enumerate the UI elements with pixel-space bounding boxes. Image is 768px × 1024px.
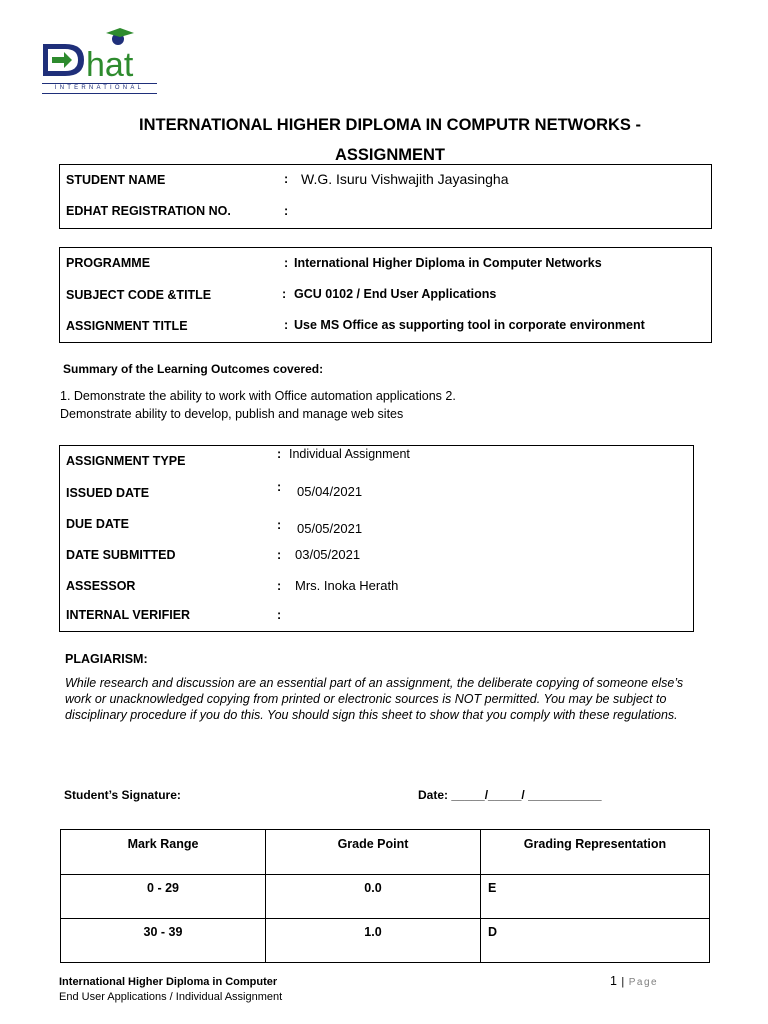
- assessor-value: Mrs. Inoka Herath: [295, 578, 399, 593]
- title-line-1: INTERNATIONAL HIGHER DIPLOMA IN COMPUTR NETWORKS -: [138, 116, 641, 134]
- plagiarism-line-3: disciplinary procedure if you do this. You should sign this sheet to show that you comply with these regulations.: [65, 708, 678, 722]
- due-date-label: DUE DATE: [66, 517, 129, 531]
- grading-representation-cell: D: [481, 919, 710, 963]
- assignment-title-colon: :: [284, 318, 289, 332]
- footer-subject: End User Applications / Individual Assignment: [59, 991, 283, 1003]
- plagiarism-line-2: work or unacknowledged copying from printed or electronic sources is NOT permitted. You may be subject to: [65, 692, 667, 706]
- assignment-type-value: Individual Assignment: [289, 447, 410, 461]
- title-line-2: ASSIGNMENT: [334, 146, 445, 164]
- subject-value: GCU 0102 / End User Applications: [294, 287, 497, 301]
- grading-header-row: [61, 830, 710, 875]
- table-row: [61, 919, 710, 963]
- date-line: Date: _____/_____/ ___________: [418, 788, 602, 802]
- summary-heading: Summary of the Learning Outcomes covered:: [63, 362, 324, 376]
- assignment-type-colon: :: [277, 447, 282, 461]
- issued-date-label: ISSUED DATE: [66, 486, 150, 500]
- mark-range-cell: 30 - 39: [61, 919, 266, 963]
- assignment-title-value: Use MS Office as supporting tool in corporate environment: [294, 318, 645, 332]
- assignment-type-label: ASSIGNMENT TYPE: [66, 454, 186, 468]
- subject-label: SUBJECT CODE &TITLE: [66, 288, 212, 302]
- header-mark-range: Mark Range: [61, 830, 266, 875]
- assessor-colon: :: [277, 579, 282, 593]
- date-submitted-label: DATE SUBMITTED: [66, 548, 176, 562]
- internal-verifier-label: INTERNAL VERIFIER: [66, 608, 191, 622]
- header-grading-representation: Grading Representation: [481, 830, 710, 875]
- header-grade-point: Grade Point: [266, 830, 481, 875]
- edhat-logo-mark: [42, 26, 160, 84]
- page-label: Page: [628, 977, 659, 988]
- student-signature-label: Student’s Signature:: [64, 788, 181, 802]
- plagiarism-text: [65, 675, 705, 723]
- grade-point-cell: 1.0: [266, 919, 481, 963]
- assignment-details-box: [59, 445, 694, 632]
- issued-date-value: 05/04/2021: [297, 484, 363, 499]
- page-title: [60, 110, 720, 170]
- registration-label: EDHAT REGISTRATION NO.: [66, 204, 231, 218]
- programme-label: PROGRAMME: [66, 256, 151, 270]
- page-separator: |: [621, 976, 625, 988]
- plagiarism-heading: PLAGIARISM:: [65, 652, 148, 666]
- grading-table: [60, 829, 710, 963]
- date-submitted-value: 03/05/2021: [295, 547, 361, 562]
- internal-verifier-colon: :: [277, 608, 282, 622]
- due-date-value: 05/05/2021: [297, 521, 363, 536]
- student-name-value: W.G. Isuru Vishwajith Jayasingha: [301, 171, 509, 187]
- page-number: 1: [610, 974, 617, 988]
- assessor-label: ASSESSOR: [66, 579, 136, 593]
- student-box: [59, 164, 712, 229]
- issued-date-colon: :: [277, 480, 282, 494]
- summary-text: [60, 387, 700, 423]
- grade-point-cell: 0.0: [266, 875, 481, 919]
- edhat-logo: [42, 26, 160, 94]
- subject-colon: :: [282, 287, 287, 301]
- summary-line-1: 1. Demonstrate the ability to work with Office automation applications 2.: [60, 389, 456, 403]
- mark-range-cell: 0 - 29: [61, 875, 266, 919]
- svg-text:hat: hat: [86, 46, 134, 84]
- programme-value: International Higher Diploma in Computer Networks: [294, 256, 602, 270]
- programme-colon: :: [284, 256, 289, 270]
- student-name-label: STUDENT NAME: [66, 173, 166, 187]
- date-submitted-colon: :: [277, 548, 282, 562]
- summary-line-2: Demonstrate ability to develop, publish and manage web sites: [60, 407, 404, 421]
- footer-programme: International Higher Diploma in Computer: [59, 976, 278, 988]
- page-indicator: [610, 972, 658, 990]
- programme-box: [59, 247, 712, 343]
- assignment-title-label: ASSIGNMENT TITLE: [66, 319, 188, 333]
- logo-subtitle: INTERNATIONAL: [42, 83, 157, 94]
- registration-colon: :: [284, 204, 289, 218]
- plagiarism-line-1: While research and discussion are an essential part of an assignment, the deliberate copying of someone else’s: [65, 676, 684, 690]
- due-date-colon: :: [277, 518, 282, 532]
- grading-representation-cell: E: [481, 875, 710, 919]
- table-row: [61, 875, 710, 919]
- student-name-colon: :: [284, 172, 289, 186]
